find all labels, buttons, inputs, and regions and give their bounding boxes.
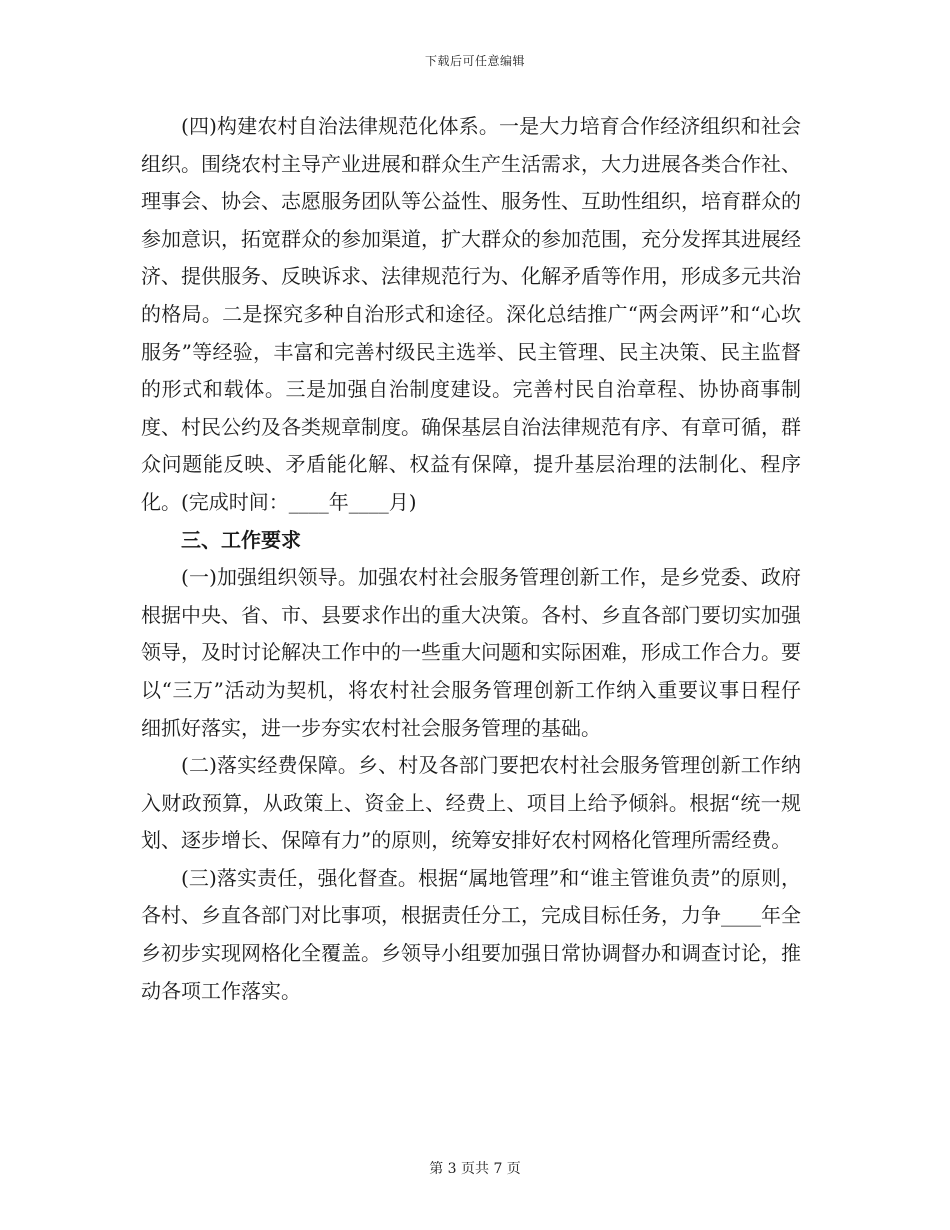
paragraph-responsibility-supervision: (三)落实责任，强化督查。根据“属地管理”和“谁主管谁负责”的原则，各村、乡直各部门对比事项，根据责任分工，完成目标任务，力争____年全乡初步实现网格化全覆盖。乡领导小组要加强日常协调督办和调查讨论，推动各项工作落实。 <box>141 865 801 1003</box>
paragraph-organizational-leadership: (一)加强组织领导。加强农村社会服务管理创新工作，是乡党委、政府根据中央、省、市、县要求作出的重大决策。各村、乡直各部门要切实加强领导，及时讨论解决工作中的一些重大问题和实际困难，形成工作合力。要以“三万”活动为契机，将农村社会服务管理创新工作纳入重要议事日程仔细抓好落实，进一步夯实农村社会服务管理的基础。 <box>141 565 801 740</box>
page-number: 第 3 页共 7 页 <box>429 1161 521 1177</box>
paragraph-funding-guarantee: (二)落实经费保障。乡、村及各部门要把农村社会服务管理创新工作纳入财政预算，从政策上、资金上、经费上、项目上给予倾斜。根据“统一规划、逐步增长、保障有力”的原则，统筹安排好农村网格化管理所需经费。 <box>141 753 801 853</box>
section-heading-work-requirements: 三、工作要求 <box>181 527 301 552</box>
document-body <box>141 108 801 1010</box>
paragraph-rural-autonomy: (四)构建农村自治法律规范化体系。一是大力培育合作经济组织和社会组织。围绕农村主导产业进展和群众生产生活需求，大力进展各类合作社、理事会、协会、志愿服务团队等公益性、服务性、互助性组织，培育群众的参加意识，拓宽群众的参加渠道，扩大群众的参加范围，充分发挥其进展经济、提供服务、反映诉求、法律规范行为、化解矛盾等作用，形成多元共治的格局。二是探究多种自治形式和途径。深化总结推广“两会两评”和“心坎服务”等经验，丰富和完善村级民主选举、民主管理、民主决策、民主监督的形式和载体。三是加强自治制度建设。完善村民自治章程、协协商事制度、村民公约及各类规章制度。确保基层自治法律规范有序、有章可循，群众问题能反映、矛盾能化解、权益有保障，提升基层治理的法制化、程序化。(完成时间：____年____月) <box>141 114 801 514</box>
page-header-note: 下载后可任意编辑 <box>424 54 525 68</box>
